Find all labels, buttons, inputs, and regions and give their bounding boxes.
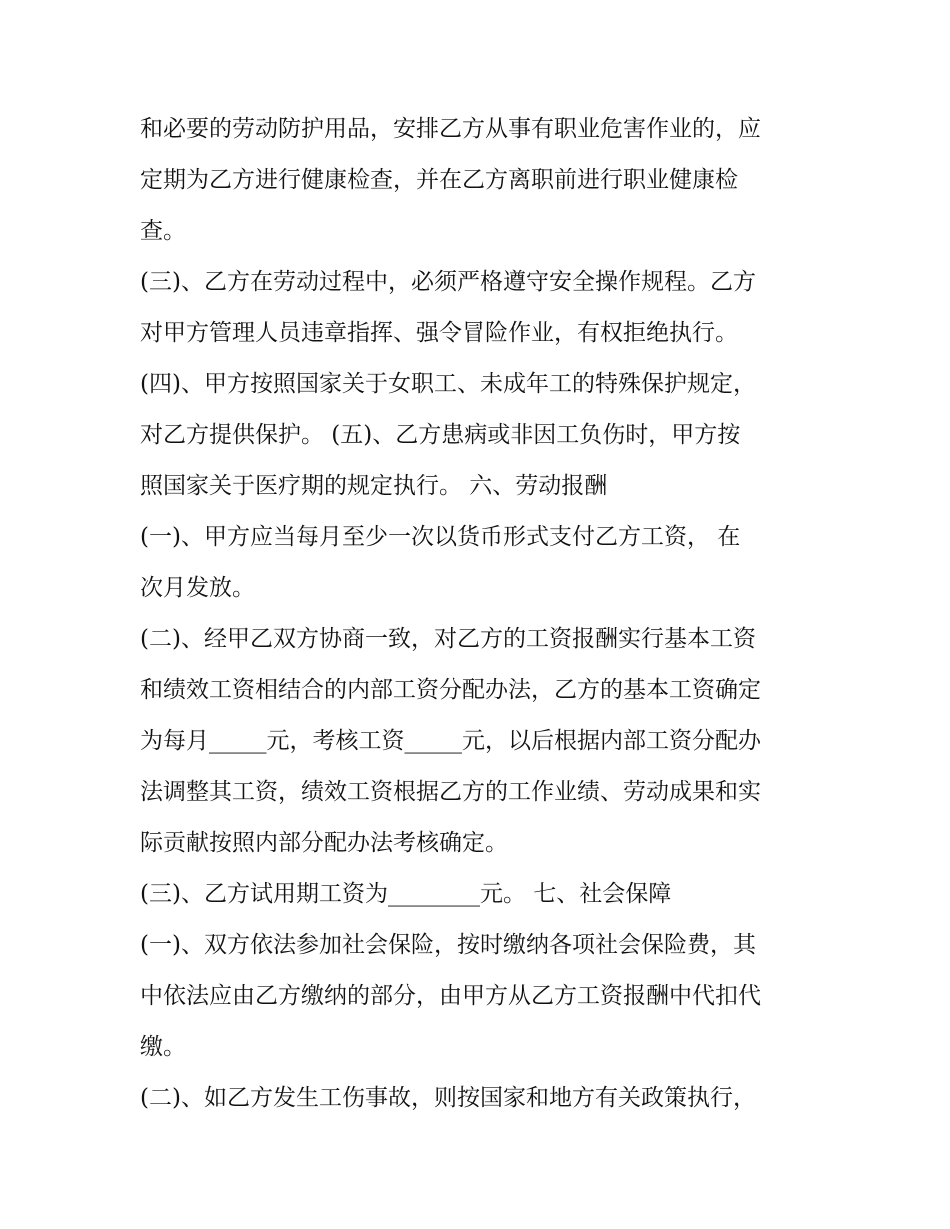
text-line: 为每月_____元，考核工资_____元，以后根据内部工资分配办: [140, 728, 761, 754]
text-line: (二)、经甲乙双方协商一致，对乙方的工资报酬实行基本工资: [140, 626, 756, 652]
text-line: 中依法应由乙方缴纳的部分，由甲方从乙方工资报酬中代扣代: [140, 983, 761, 1009]
text-line: 对甲方管理人员违章指挥、强令冒险作业，有权拒绝执行。: [140, 320, 738, 346]
text-line: 际贡献按照内部分配办法考核确定。: [140, 830, 508, 856]
text-line: 次月发放。: [140, 575, 255, 601]
text-line: 和绩效工资相结合的内部工资分配办法，乙方的基本工资确定: [140, 677, 761, 703]
text-line: (二)、如乙方发生工伤事故，则按国家和地方有关政策执行，: [140, 1085, 756, 1111]
text-line: (三)、乙方试用期工资为________元。 七、社会保障: [140, 881, 672, 907]
text-line: 法调整其工资，绩效工资根据乙方的工作业绩、劳动成果和实: [140, 779, 761, 805]
text-line: 照国家关于医疗期的规定执行。 六、劳动报酬: [140, 473, 608, 499]
text-line: 和必要的劳动防护用品，安排乙方从事有职业危害作业的，应: [140, 116, 761, 142]
text-line: (四)、甲方按照国家关于女职工、未成年工的特殊保护规定，: [140, 371, 756, 397]
text-line: (三)、乙方在劳动过程中，必须严格遵守安全操作规程。乙方: [140, 269, 756, 295]
text-line: 定期为乙方进行健康检查，并在乙方离职前进行职业健康检: [140, 167, 738, 193]
text-line: 对乙方提供保护。 (五)、乙方患病或非因工负伤时，甲方按: [140, 422, 741, 448]
text-line: (一)、双方依法参加社会保险，按时缴纳各项社会保险费，其: [140, 932, 756, 958]
text-line: 查。: [140, 218, 186, 244]
text-line: (一)、甲方应当每月至少一次以货币形式支付乙方工资， 在: [140, 524, 741, 550]
text-line: 缴。: [140, 1034, 186, 1060]
contract-text: [140, 104, 830, 1124]
